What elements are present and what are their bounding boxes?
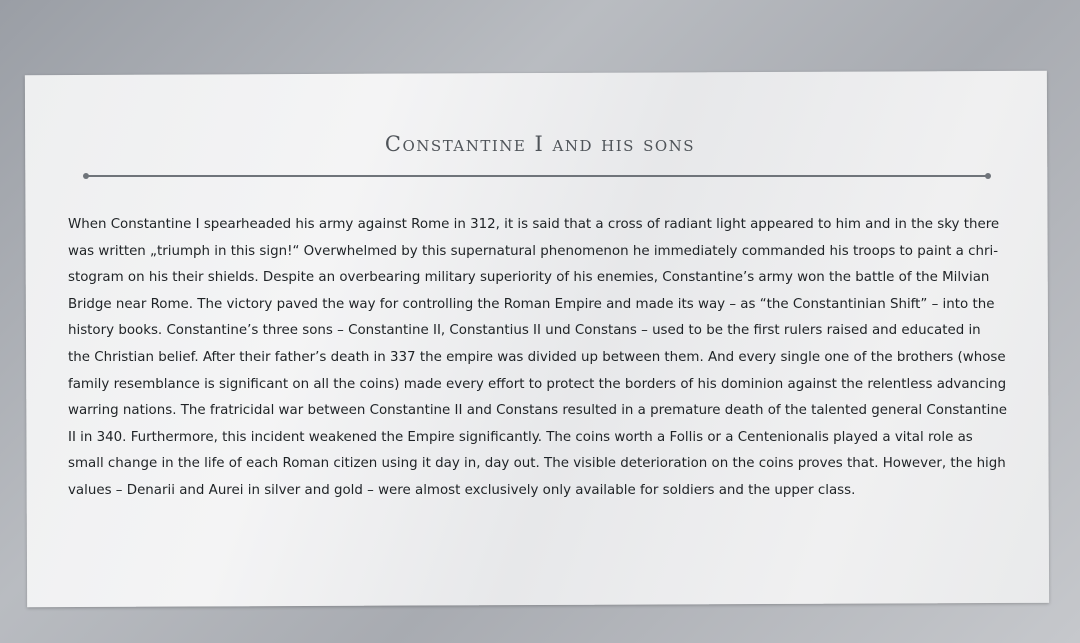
paragraph-line: Bridge near Rome. The victory paved the way for controlling the Roman Empire and made its way – as “the Constantinian Shift” – into the [68,296,995,312]
paragraph-line: was written „triumph in this sign!“ Overwhelmed by this supernatural phenomenon he immediately commanded his troops to paint a chri- [68,243,999,259]
paragraph-line: small change in the life of each Roman citizen using it day in, day out. The visible deterioration on the coins proves that. However, the high [68,456,1006,472]
title-divider [86,175,988,177]
paragraph-line: II in 340. Furthermore, this incident weakened the Empire significantly. The coins worth a Follis or a Centenionalis played a vital role as [68,429,973,445]
paragraph-line: When Constantine I spearheaded his army against Rome in 312, it is said that a cross of radiant light appeared to him and in the sky there [68,217,1000,232]
divider-left-dot [83,173,89,179]
page-title: Constantine I and his sons [384,132,696,156]
paragraph-line: history books. Constantine’s three sons – Constantine II, Constantius II und Constans – used to be the first rulers raised and educated in [68,323,981,339]
paragraph-line: family resemblance is significant on all the coins) made every effort to protect the borders of his dominion against the relentless advancing [68,376,1007,392]
paragraph-line: stogram on his their shields. Despite an overbearing military superiority of his enemies, Constantine’s army won the battle of the Milvian [68,270,990,286]
divider-right-dot [985,173,991,179]
paragraph-line: warring nations. The fratricidal war between Constantine II and Constans resulted in a premature death of the talented general Constantine [68,403,1008,419]
paragraph-line: the Christian belief. After their father’s death in 337 the empire was divided up between them. And every single one of the brothers (whose [68,349,1006,365]
paragraph-line: values – Denarii and Aurei in silver and gold – were almost exclusively only available for soldiers and the upper class. [68,482,856,498]
body-paragraph [68,212,1016,505]
